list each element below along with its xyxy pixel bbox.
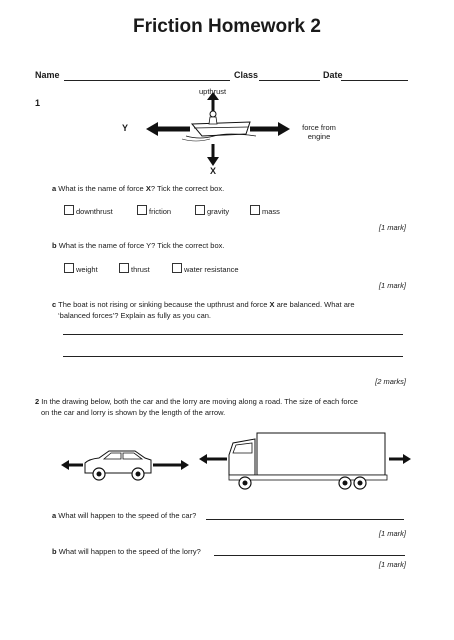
question-2a-text: What will happen to the speed of the car? [58,511,197,520]
force-x-arrow [207,144,219,166]
upthrust-label: upthrust [199,87,227,96]
question-2-line2: on the car and lorry is shown by the length of the arrow. [41,408,226,417]
question-1a-letter: a [52,184,57,193]
option-label: thrust [131,265,150,274]
question-1b-text: What is the name of force Y? Tick the correct box. [58,241,225,250]
car-drag-arrow [61,460,83,470]
question-2-number: 2 [35,397,40,406]
force-x-label: X [210,166,217,176]
checkbox[interactable] [195,205,205,215]
question-1c-letter: c [52,300,57,309]
name-field-line[interactable] [64,80,230,81]
checkbox[interactable] [250,205,260,215]
question-1c [52,299,412,321]
question-1b-mark: [1 mark] [378,281,406,290]
engine-force-label [298,123,340,141]
option-gravity[interactable] [195,205,229,216]
option-thrust[interactable] [119,263,150,274]
boat-illustration [182,111,256,141]
question-1-number: 1 [35,98,41,108]
question-1a-force: X [145,184,151,193]
option-label: gravity [207,207,230,216]
car-illustration [85,451,151,480]
question-1c-mark: [2 marks] [375,377,406,386]
option-label: water resistance [184,265,239,274]
question-2b [52,547,201,556]
checkbox[interactable] [137,205,147,215]
answer-line-1[interactable] [63,334,403,335]
page-title: Friction Homework 2 [133,16,321,37]
lorry-thrust-arrow [389,454,411,464]
option-label: downthrust [76,207,113,216]
engine-force-label-line1: force from [302,123,336,132]
question-1c-text-post: are balanced. What are [274,300,355,309]
lorry-illustration [229,433,387,489]
question-1c-force: X [269,300,275,309]
force-y-label: Y [122,123,129,133]
question-2-text: In the drawing below, both the car and the lorry are moving along a road. The size of each force [41,397,358,406]
question-1b [52,241,224,250]
class-field-line[interactable] [259,80,320,81]
engine-force-arrow [250,122,290,136]
question-2a-letter: a [52,511,57,520]
question-1a [52,184,224,193]
name-label: Name [35,70,60,80]
question-2b-mark: [1 mark] [378,560,406,569]
question-2a [52,511,196,520]
question-2a-mark: [1 mark] [378,529,406,538]
option-weight[interactable] [64,263,98,274]
question-1b-letter: b [52,241,57,250]
date-label: Date [323,70,343,80]
question-2b-letter: b [52,547,57,556]
option-label: weight [76,265,98,274]
answer-line-2a[interactable] [206,519,404,520]
option-label: mass [262,207,280,216]
checkbox[interactable] [64,205,74,215]
question-2-line1 [35,396,415,407]
checkbox[interactable] [64,263,74,273]
answer-line-2b[interactable] [214,555,405,556]
question-1c-text-pre: The boat is not rising or sinking because the upthrust and force [58,300,270,309]
answer-line-2[interactable] [63,356,403,357]
car-lorry-diagram [55,425,415,500]
question-1a-mark: [1 mark] [378,223,406,232]
date-field-line[interactable] [341,80,408,81]
class-label: Class [234,70,259,80]
question-1c-line2: ‘balanced forces’? Explain as fully as you can. [58,311,212,320]
question-1c-line1 [52,299,412,310]
engine-force-label-line2: engine [307,132,331,141]
car-thrust-arrow [153,460,189,470]
checkbox[interactable] [119,263,129,273]
checkbox[interactable] [172,263,182,273]
question-2b-text: What will happen to the speed of the lorry? [58,547,201,556]
option-label: friction [149,207,172,216]
question-1a-text-pre: What is the name of force [58,184,146,193]
option-water-resistance[interactable] [172,263,239,274]
question-2 [35,396,415,418]
force-y-arrow [146,122,190,136]
lorry-drag-arrow [199,454,227,464]
option-friction[interactable] [137,205,171,216]
question-1a-text-post: ? Tick the correct box. [150,184,225,193]
option-downthrust[interactable] [64,205,113,216]
option-mass[interactable] [250,205,280,216]
